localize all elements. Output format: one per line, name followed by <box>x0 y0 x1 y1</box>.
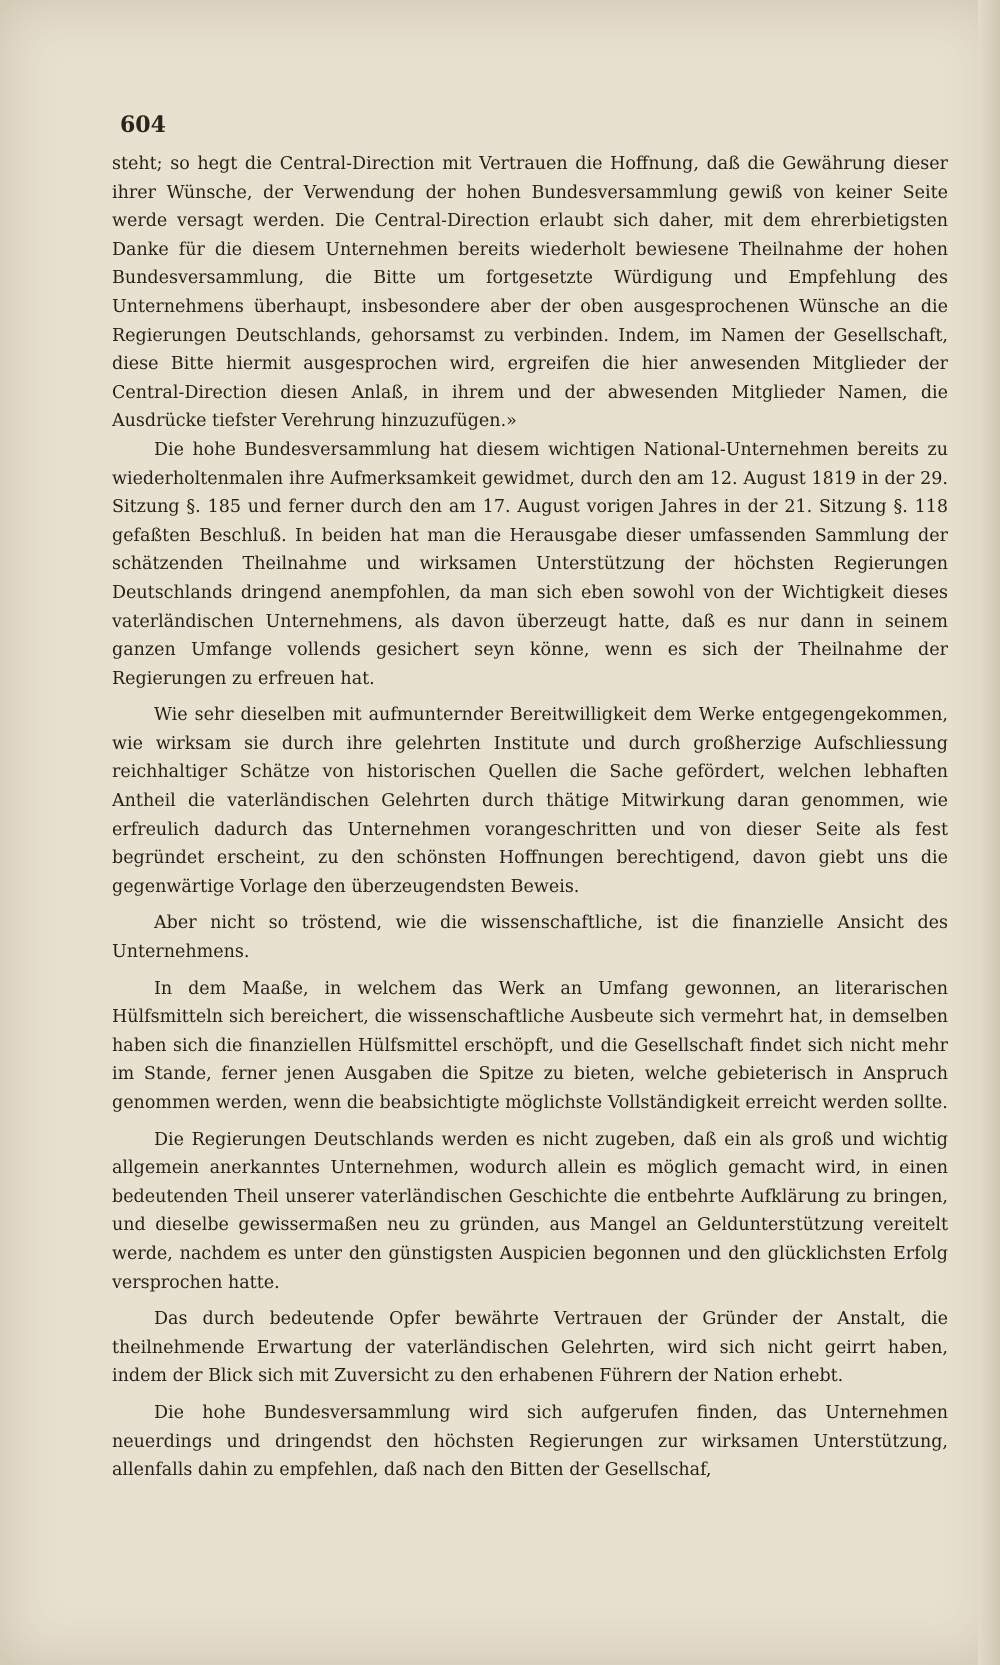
paragraph: Aber nicht so tröstend, wie die wissenschaftliche, ist die finanzielle Ansicht des Unternehmens. <box>112 913 948 963</box>
paragraph: steht; so hegt die Central-Direction mit Vertrauen die Hoffnung, daß die Gewährung dieser ihrer Wünsche, der Verwendung der hohen Bundesversammlung gewiß von keiner Seite werde versagt werden. Die Central-Direction erlaubt sich daher, mit dem ehrerbietigsten Danke für die diesem Unternehmen bereits wiederholt bewiesene Theilnahme der hohen Bundesversammlung, die Bitte um fortgesetzte Würdigung und Empfehlung des Unternehmens überhaupt, insbesondere aber der oben ausgesprochenen Wünsche an die Regierungen Deutschlands, gehorsamst zu verbinden. Indem, im Namen der Gesellschaft, diese Bitte hiermit ausgesprochen wird, ergreifen die hier anwesenden Mitglieder der Central-Direction diesen Anlaß, in ihrem und der abwesenden Mitglieder Namen, die Ausdrücke tiefster Verehrung hinzuzufügen.» <box>112 154 948 432</box>
paragraph: In dem Maaße, in welchem das Werk an Umfang gewonnen, an literarischen Hülfsmitteln sich bereichert, die wissenschaftliche Ausbeute sich vermehrt hat, in demselben haben sich die finanziellen Hülfsmittel erschöpft, und die Gesellschaft findet sich nicht mehr im Stande, ferner jenen Ausgaben die Spitze zu bieten, welche gebieterisch in Anspruch genommen werden, wenn die beabsichtigte möglichste Vollständigkeit erreicht werden sollte. <box>112 978 948 1113</box>
paragraph: Die Regierungen Deutschlands werden es nicht zugeben, daß ein als groß und wichtig allgemein anerkanntes Unternehmen, wodurch allein es möglich gemacht wird, in einen bedeutenden Theil unserer vaterländischen Geschichte die entbehrte Aufklärung zu bringen, und dieselbe gewissermaßen neu zu gründen, aus Mangel an Geldunterstützung vereitelt werde, nachdem es unter den günstigsten Auspicien begonnen und den glücklichsten Erfolg versprochen hatte. <box>112 1129 948 1293</box>
paragraph: Wie sehr dieselben mit aufmunternder Bereitwilligkeit dem Werke entgegengekommen, wie wirksam sie durch ihre gelehrten Institute und durch großherzige Aufschliessung reichhaltiger Schätze von historischen Quellen die Sache gefördert, welchen lebhaften Antheil die vaterländischen Gelehrten durch thätige Mitwirkung daran genommen, wie erfreulich dadurch das Unternehmen vorangeschritten und von dieser Seite als fest begründet erscheint, zu den schönsten Hoffnungen berechtigend, davon giebt uns die gegenwärtige Vorlage den überzeugendsten Beweis. <box>112 705 948 897</box>
paragraph: Die hohe Bundesversammlung wird sich aufgerufen finden, das Unternehmen neuerdings und dringendst den höchsten Regierungen zur wirksamen Unterstützung, allenfalls dahin zu empfehlen, daß nach den Bitten der Gesellschaf, <box>112 1402 948 1481</box>
page-edge <box>978 0 1000 1665</box>
paragraph: Das durch bedeutende Opfer bewährte Vertrauen der Gründer der Anstalt, die theilnehmende Erwartung der vaterländischen Gelehrten, wird sich nicht geirrt haben, indem der Blick sich mit Zuversicht zu den erhabenen Führern der Nation erhebt. <box>112 1309 948 1387</box>
page-number: 604 <box>120 112 166 138</box>
paragraph: Die hohe Bundesversammlung hat diesem wichtigen National-Unternehmen bereits zu wiederholtenmalen ihre Aufmerksamkeit gewidmet, durch den am 12. August 1819 in der 29. Sitzung §. 185 und ferner durch den am 17. August vorigen Jahres in der 21. Sitzung §. 118 gefaßten Beschluß. In beiden hat man die Herausgabe dieser umfassenden Sammlung der schätzenden Theilnahme und wirksamen Unterstützung der höchsten Regierungen Deutschlands dringend anempfohlen, da man sich eben sowohl von der Wichtigkeit dieses vaterländischen Unternehmens, als davon überzeugt hatte, daß es nur dann in seinem ganzen Umfange vollends gesichert seyn könne, wenn es sich der Theilnahme der Regierungen zu erfreuen hat. <box>112 439 948 689</box>
body-text <box>112 150 948 1485</box>
